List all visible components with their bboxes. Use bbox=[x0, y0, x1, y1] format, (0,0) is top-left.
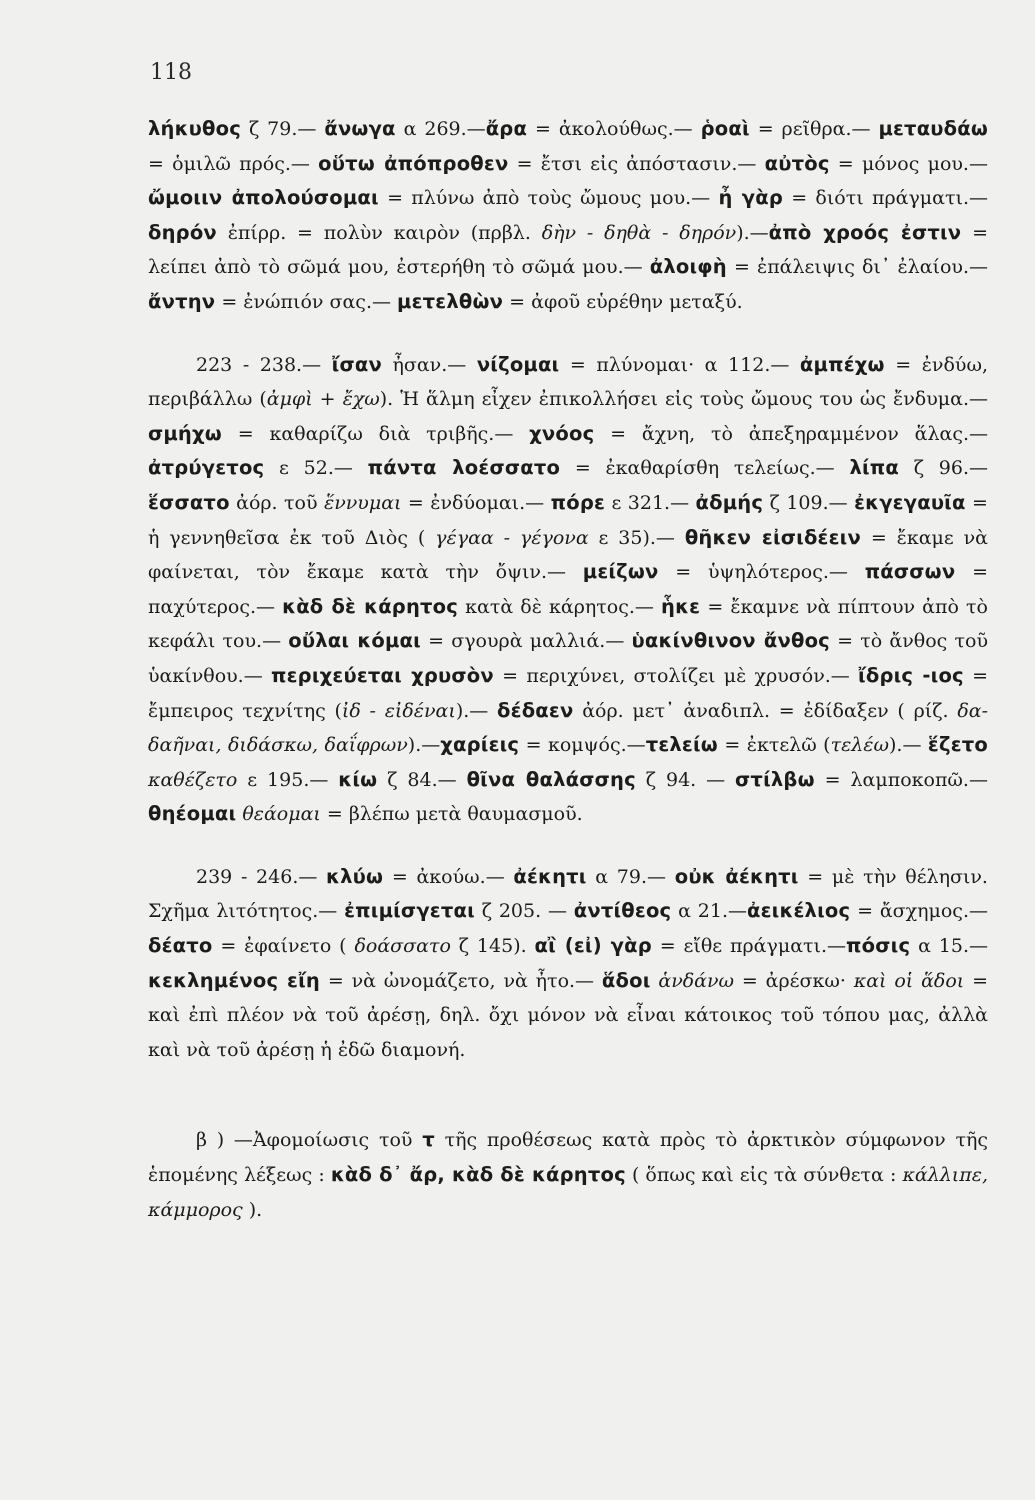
headword: αἲ (εἰ) γὰρ bbox=[534, 934, 652, 958]
gloss-text: = ἔκαμνε νὰ πίπτουν ἀπὸ τὸ κεφάλι του.— bbox=[148, 595, 988, 653]
gloss-text: α 79.— bbox=[586, 865, 675, 888]
gloss-text: ε 195.— bbox=[237, 768, 339, 791]
headword: σμήχω bbox=[148, 421, 222, 445]
headword: πάντα λοέσσατο bbox=[367, 456, 561, 480]
headword: κλύω bbox=[326, 864, 384, 888]
headword: ἴδρις -ιος bbox=[858, 663, 964, 687]
headword: νίζομαι bbox=[476, 352, 560, 376]
headword: ἄντην bbox=[148, 289, 216, 313]
gloss-text: = ἐκτελῶ ( bbox=[717, 734, 831, 757]
gloss-text: ἀόρ. μετ᾽ ἀναδιπλ. = ἐδίδαξεν ( ρίζ. bbox=[573, 699, 958, 722]
headword: μείζων bbox=[582, 560, 659, 584]
gloss-text: = ἐνδύομαι.— bbox=[401, 491, 551, 514]
headword: λίπα bbox=[849, 456, 899, 480]
headword: χνόος bbox=[529, 421, 595, 445]
gloss-text: = ἀκούω.— bbox=[383, 865, 514, 888]
gloss-text: = ἄσχημος.— bbox=[850, 900, 988, 923]
page-number: 118 bbox=[150, 60, 192, 85]
gloss-text: ἀόρ. τοῦ bbox=[229, 491, 324, 514]
gloss-text: α 269.— bbox=[395, 118, 486, 140]
gloss-text: = πλύνομαι· α 112.— bbox=[559, 353, 800, 376]
glossary-paragraph-223-238 bbox=[148, 348, 988, 832]
headword: πόσις bbox=[846, 934, 911, 958]
gloss-text: = μὲ τὴν θέλησιν. Σχῆμα λιτότητος.— bbox=[148, 865, 988, 923]
headword: ῥοαὶ bbox=[700, 117, 750, 140]
gloss-text: = ἐνδύω, περιβάλλω ( bbox=[148, 353, 988, 411]
gloss-text: α 21.— bbox=[671, 900, 747, 923]
gloss-text: = σγουρὰ μαλλιά.— bbox=[420, 630, 632, 653]
note-paragraph-beta bbox=[148, 1123, 988, 1227]
gloss-text: ζ 96.— bbox=[899, 457, 989, 480]
gloss-text: = ἐπάλειψις δι᾽ ἐλαίου.— bbox=[726, 256, 989, 279]
headword: αὐτὸς bbox=[764, 151, 830, 175]
italic-text: ἕννυμαι bbox=[324, 491, 402, 514]
gloss-text: = πλύνω ἀπὸ τοὺς ὤμους μου.— bbox=[378, 187, 719, 210]
gloss-text: = ὑψηλότερος.— bbox=[658, 561, 865, 584]
headword: οὕτω ἀπόπροθεν bbox=[318, 151, 509, 175]
headword: ἕζετο bbox=[927, 733, 988, 757]
gloss-text: ε 321.— bbox=[605, 491, 696, 514]
gloss-text: ε 35).— bbox=[588, 526, 685, 549]
glossary-paragraph-239-246 bbox=[148, 860, 988, 1068]
headword: θῆκεν εἰσιδέειν bbox=[684, 525, 861, 549]
headword: κεκλημένος εἴη bbox=[148, 968, 320, 992]
headword: ἄρα bbox=[485, 117, 528, 140]
gloss-text: = ἀφοῦ εὑρέθην μεταξύ. bbox=[503, 290, 743, 313]
italic-text: τελέω bbox=[830, 734, 890, 757]
headword: ἐπιμίσγεται bbox=[344, 899, 475, 923]
headword: ἄνωγα bbox=[324, 117, 396, 140]
headword: οὐκ ἀέκητι bbox=[674, 864, 799, 888]
headword: θηέομαι bbox=[148, 802, 237, 826]
gloss-text: 223 - 238.— bbox=[196, 353, 332, 376]
headword: οὔλαι κόμαι bbox=[288, 629, 421, 653]
gloss-text: ἦσαν.— bbox=[381, 353, 477, 376]
headword: δηρόν bbox=[148, 220, 217, 244]
headword: κὰδ δ᾽ ἄρ, κὰδ δὲ κάρητος bbox=[330, 1163, 626, 1187]
headword: ὑακίνθινον ἄνθος bbox=[631, 629, 830, 653]
gloss-text: = ἀρέσκω· bbox=[734, 969, 854, 992]
gloss-text: ).— bbox=[889, 734, 928, 757]
gloss-text: β ) —Ἀφομοίωσις τοῦ bbox=[196, 1129, 423, 1152]
gloss-text: ). bbox=[242, 1198, 263, 1221]
headword: ἴσαν bbox=[331, 352, 382, 376]
gloss-text: κατὰ δὲ κάρητος.— bbox=[458, 595, 662, 618]
gloss-text: = τὸ ἄνθος τοῦ ὑακίνθου.— bbox=[148, 630, 988, 687]
headword: ἀέκητι bbox=[513, 864, 587, 888]
gloss-text: ). Ἡ ἅλμη εἶχεν ἐπικολλήσει εἰς τοὺς ὤμους του ὡς ἔνδυμα.— bbox=[379, 388, 988, 411]
headword: ἧκε bbox=[661, 594, 701, 618]
headword: λήκυθος bbox=[148, 117, 241, 140]
gloss-text: = νὰ ὠνομάζετο, νὰ ἦτο.— bbox=[319, 969, 602, 992]
headword: περιχεύεται χρυσὸν bbox=[270, 663, 494, 687]
gloss-text: τῆς προθέσεως κατὰ πρὸς τὸ ἀρκτικὸν σύμφωνον τῆς ἑπομένης λέξεως : bbox=[148, 1129, 988, 1187]
headword: ἀμπέχω bbox=[799, 352, 885, 376]
headword: τ bbox=[422, 1128, 435, 1152]
gloss-text: ζ 94. — bbox=[635, 768, 736, 791]
gloss-text: = ἀκολούθως.— bbox=[527, 118, 701, 140]
gloss-text: = καὶ ἐπὶ πλέον νὰ τοῦ ἀρέσῃ, δηλ. ὄχι μόνον νὰ εἶναι κάτοικος τοῦ τόπου μας, ἀλλὰ καὶ νὰ τοῦ ἀρέσῃ ἡ ἐδῶ διαμονή. bbox=[148, 969, 989, 1061]
gloss-text: ζ 109.— bbox=[763, 491, 855, 514]
gloss-text: = μόνος μου.— bbox=[829, 152, 988, 175]
headword: ἀπὸ χροός ἐστιν bbox=[768, 220, 962, 244]
gloss-text: = ἡ γεννηθεῖσα ἐκ τοῦ Διὸς ( bbox=[148, 491, 988, 549]
gloss-text: ζ 84.— bbox=[377, 768, 467, 791]
italic-text: κάλλιπε, κάμμορος bbox=[148, 1164, 988, 1221]
gloss-text: 239 - 246.— bbox=[196, 865, 327, 888]
headword: ἀδμής bbox=[695, 490, 764, 514]
gloss-text: = εἴθε πράγματι.— bbox=[651, 935, 847, 958]
headword: κίω bbox=[338, 767, 378, 791]
gloss-text: = ρεῖθρα.— bbox=[749, 118, 879, 140]
headword: τελείω bbox=[645, 733, 718, 757]
gloss-text: ἐπίρρ. = πολὺν καιρὸν (πρβλ. bbox=[216, 221, 542, 244]
glossary-paragraph-1 bbox=[148, 112, 988, 320]
italic-text: καθέζετο bbox=[148, 768, 238, 791]
headword: πάσσων bbox=[864, 560, 956, 584]
page-body bbox=[148, 112, 988, 1227]
gloss-text: = λαμποκοπῶ.— bbox=[814, 768, 988, 791]
headword: μεταυδάω bbox=[878, 117, 989, 140]
headword: ὤμοιιν ἀπολούσομαι bbox=[148, 186, 379, 210]
italic-text: ἁνδάνω bbox=[658, 969, 735, 992]
gloss-text: ε 52.— bbox=[264, 457, 368, 480]
headword: δέατο bbox=[148, 934, 213, 958]
gloss-text: = παχύτερος.— bbox=[148, 561, 988, 618]
headword: ἀλοιφὴ bbox=[649, 255, 727, 279]
gloss-text: = βλέπω μετὰ θαυμασμοῦ. bbox=[320, 803, 583, 826]
headword: δέδαεν bbox=[497, 698, 574, 722]
headword: μετελθὼν bbox=[397, 289, 504, 313]
gloss-text: ζ 79.— bbox=[241, 118, 325, 140]
headword: πόρε bbox=[550, 490, 606, 514]
gloss-text: = ἔτσι εἰς ἀπόστασιν.— bbox=[508, 152, 765, 175]
italic-text: γέγαα - γέγονα bbox=[435, 526, 589, 549]
headword: στίλβω bbox=[735, 767, 815, 791]
gloss-text: ).— bbox=[736, 221, 769, 244]
headword: ἕσσατο bbox=[148, 490, 230, 514]
gloss-text: = διότι πράγματι.— bbox=[782, 187, 988, 210]
italic-text: ἀμφὶ + ἔχω bbox=[266, 388, 380, 411]
gloss-text: = λείπει ἀπὸ τὸ σῶμά μου, ἐστερήθη τὸ σῶμά μου.— bbox=[148, 221, 988, 279]
italic-text: θεάομαι bbox=[242, 803, 321, 826]
gloss-text: = ὁμιλῶ πρός.— bbox=[148, 152, 319, 175]
headword: ἐκγεγαυῖα bbox=[854, 490, 966, 514]
gloss-text: = περιχύνει, στολίζει μὲ χρυσόν.— bbox=[493, 664, 859, 687]
italic-text: δοάσσατο bbox=[354, 935, 451, 958]
gloss-text: = ἔμπειρος τεχνίτης ( bbox=[148, 664, 988, 722]
headword: ἀεικέλιος bbox=[747, 899, 851, 923]
italic-text: καὶ οἱ ἅδοι bbox=[853, 969, 965, 992]
gloss-text: ζ 145). bbox=[450, 935, 535, 958]
gloss-text: ).— bbox=[407, 734, 441, 757]
gloss-text: ).— bbox=[455, 699, 498, 722]
gloss-text: α 15.— bbox=[910, 935, 988, 958]
italic-text: δα-δαῆναι, διδάσκω, δαΐφρων bbox=[148, 699, 989, 757]
headword: ἀντίθεος bbox=[573, 899, 672, 923]
headword: κὰδ δὲ κάρητος bbox=[282, 594, 459, 618]
gloss-text: ( ὅπως καὶ εἰς τὰ σύνθετα : bbox=[625, 1164, 903, 1187]
gloss-text: = ἐφαίνετο ( bbox=[212, 935, 355, 958]
headword: θῖνα θαλάσσης bbox=[466, 767, 636, 791]
gloss-text: = ἐνώπιόν σας.— bbox=[215, 290, 398, 313]
headword: ἅδοι bbox=[601, 968, 651, 992]
gloss-text: = καθαρίζω διὰ τριβῆς.— bbox=[221, 422, 530, 445]
headword: ἦ γὰρ bbox=[718, 186, 783, 210]
gloss-text: = κομψός.— bbox=[519, 734, 646, 757]
gloss-text: = ἐκαθαρίσθη τελείως.— bbox=[560, 457, 850, 480]
italic-text: ἰδ - εἰδέναι bbox=[341, 699, 456, 722]
gloss-text: = ἄχνη, τὸ ἀπεξηραμμένον ἅλας.— bbox=[594, 422, 988, 445]
gloss-text: = ἔκαμε νὰ φαίνεται, τὸν ἔκαμε κατὰ τὴν ὄψιν.— bbox=[148, 526, 989, 584]
headword: χαρίεις bbox=[440, 733, 520, 757]
headword: ἀτρύγετος bbox=[148, 456, 265, 480]
italic-text: δὴν - δηθὰ - δηρόν bbox=[541, 221, 737, 244]
gloss-text: ζ 205. — bbox=[474, 900, 574, 923]
